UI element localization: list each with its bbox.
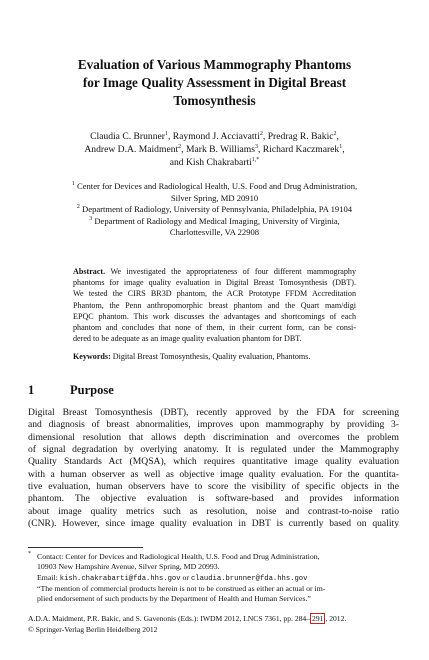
abstract-line	[73, 266, 356, 277]
body-paragraph	[28, 407, 399, 530]
section-number: 1	[28, 383, 35, 397]
body-line: Digital Breast Tomosynthesis (DBT), recently approved by the FDA for screening	[28, 407, 399, 418]
body-line: with a human observer as well as objective image quality evaluation. For the quantita-	[28, 468, 399, 480]
page-range-link[interactable]: 291	[312, 614, 324, 623]
footnote-text: Contact: Center for Devices and Radiological Health, U.S. Food and Drug Administration,	[37, 552, 320, 561]
affiliation-line: Charlottesville, VA 22908	[169, 227, 260, 238]
email-separator: or	[180, 572, 191, 582]
title-line: Evaluation of Various Mammography Phantoms	[77, 57, 352, 72]
author-name: , Richard Kaczmarek	[257, 144, 340, 155]
body-line: of signal degradation by overlying anatomy. It is regulated under the Mammography	[28, 444, 399, 456]
paper-title	[40, 56, 389, 110]
author-affil-mark: 2	[178, 143, 182, 150]
affil-mark: 3	[89, 215, 93, 222]
affiliation-line: Silver Spring, MD 20910	[170, 192, 259, 203]
author-name: and Kish Chakrabarti	[169, 157, 252, 168]
abstract-line: Phantom, the Penn anthropomorphic breast phantom and the Quart mam/digi	[73, 300, 356, 310]
author-name: Andrew D.A. Maidment	[84, 144, 179, 155]
author-name: , Mark B. Williams	[181, 144, 255, 155]
author-affil-mark: 2	[259, 130, 263, 137]
abstract-line: dered to be adequate as an image quality evaluation phantom for DBT.	[73, 334, 302, 344]
author-name: , Predrag R. Bakic	[262, 131, 334, 142]
author-affil-mark: 1	[164, 130, 168, 137]
body-line: tive evaluation, human observers have to score the visibility of specific objects in the	[28, 481, 399, 493]
body-line: Quality Standards Act (MQSA), which requires quantitative image quality evaluation	[28, 456, 399, 468]
body-line: dimensional resolution that allows depth discrimination and overcomes the problem	[28, 431, 399, 443]
author-affil-mark: 1	[339, 143, 343, 150]
author-affil-mark: 1,*	[251, 156, 260, 163]
citation-text: , 2012.	[325, 614, 347, 623]
keywords-label: Keywords:	[73, 352, 111, 361]
body-line: about image quality metrics such as resolution, noise and contrast-to-noise ratio	[28, 505, 399, 517]
section-heading	[28, 383, 114, 398]
abstract-line: phantoms for image quality evaluation in Digital Breast Tomosynthesis (DBT).	[73, 278, 356, 288]
abstract	[73, 266, 356, 344]
author-name: Claudia C. Brunner	[90, 131, 165, 142]
keywords-text: Digital Breast Tomosynthesis, Quality evaluation, Phantoms.	[110, 352, 311, 361]
title-line: for Image Quality Assessment in Digital Breast	[82, 75, 347, 90]
author-line	[40, 156, 389, 169]
affiliation-text: Department of Radiology and Medical Imaging, University of Virginia,	[94, 215, 340, 226]
affiliation-text: Department of Radiology, University of Pennsylvania, Philadelphia, PA 19104	[82, 204, 353, 215]
abstract-label: Abstract.	[73, 267, 106, 276]
abstract-line: EPQC phantom. This work discusses the advantages and shortcomings of each	[73, 311, 356, 321]
footnote-line: 10903 New Hampshire Avenue, Silver Spring, MD 20993.	[37, 562, 220, 572]
affil-mark: 1	[71, 181, 75, 188]
title-line: Tomosynthesis	[173, 93, 256, 108]
footnote-line: plied endorsement of such products by the Department of Health and Human Services.”	[37, 594, 311, 604]
footnote-line: “The mention of commercial products herein is not to be construed as either an actual or im-	[37, 583, 326, 593]
footnote-line: * Contact: Center for Devices and Radiological Health, U.S. Food and Drug Administration,	[28, 551, 320, 561]
citation-text: A.D.A. Maidment, P.R. Bakic, and S. Gavenonis (Eds.): IWDM 2012, LNCS 7361, pp. 284–	[28, 614, 311, 623]
author-line: Andrew D.A. Maidment$^2$, Mark B. Williams$^3$, Richard Kaczmarek$^1$,	[84, 143, 345, 155]
keywords	[73, 351, 356, 362]
footnote-divider	[28, 547, 143, 548]
abstract-line: phantom and concludes that none of them, in their current form, can be consi-	[73, 323, 356, 333]
affil-mark: 2	[76, 204, 80, 211]
author-affil-mark: 3	[254, 143, 258, 150]
author-name: , Raymond J. Acciavatti	[167, 131, 260, 142]
body-line: and diagnosis of breast abnormalities, improves upon mammography by providing 3-	[28, 419, 399, 431]
citation	[28, 614, 399, 635]
affiliation-line	[40, 181, 389, 193]
citation-line	[28, 614, 399, 625]
email-link[interactable]: kish.chakrabarti@fda.hhs.gov	[59, 574, 181, 583]
copyright-line: © Springer-Verlag Berlin Heidelberg 2012	[28, 624, 158, 634]
author-affil-mark: 2	[333, 130, 337, 137]
footnote-line	[28, 573, 399, 584]
affiliations	[40, 181, 389, 239]
abstract-text: We investigated the appropriateness of four different mammography	[105, 267, 356, 276]
affiliation-line	[40, 204, 389, 216]
affiliation-text: Center for Devices and Radiological Health, U.S. Food and Drug Administration,	[76, 181, 358, 191]
footnote	[28, 552, 399, 604]
author-list	[40, 130, 389, 169]
email-label: Email:	[37, 572, 60, 582]
body-line: (CNR). However, since image quality evaluation in DBT is currently based on quality	[28, 518, 399, 530]
author-line: Claudia C. Brunner$^1$, Raymond J. Acciavatti$^2$, Predrag R. Bakic$^2$,	[90, 130, 339, 142]
abstract-line: We tested the CIRS BR3D phantom, the ACR Prototype FFDM Accreditation	[73, 289, 356, 299]
body-line: phantom. The objective evaluation is software-based and provides information	[28, 493, 399, 505]
email-link[interactable]: claudia.brunner@fda.hhs.gov	[190, 574, 308, 583]
affiliation-line	[40, 216, 389, 228]
section-title: Purpose	[70, 383, 114, 397]
